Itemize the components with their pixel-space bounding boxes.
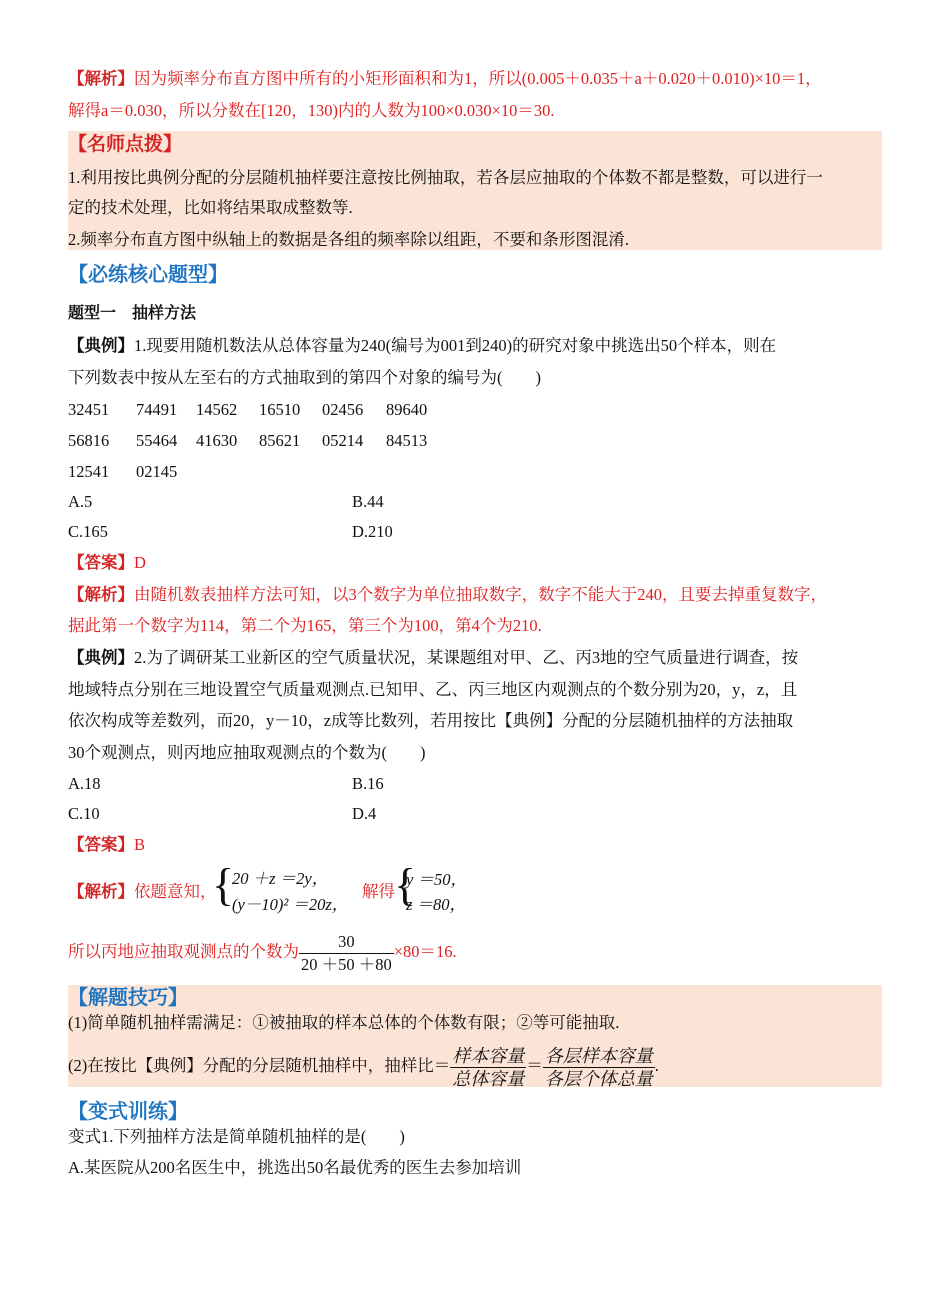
equation-2: (y－10)² ＝20z， (232, 895, 349, 914)
option-b: B.44 (352, 492, 384, 511)
example2-conclusion (68, 929, 457, 976)
example2-text: 2.为了调研某工业新区的空气质量状况，某课题组对甲、乙、丙3地的空气质量进行调查，按 (134, 648, 799, 667)
variant-option-a: A.某医院从200名医生中，挑选出50名最优秀的医生去参加培训 (68, 1158, 522, 1177)
example2-answer (68, 833, 145, 857)
example2-line2: 地域特点分别在三地设置空气质量观测点.已知甲、乙、丙三地区内观测点的个数分别为20，y，z，且 (68, 680, 798, 699)
answer-value: B (134, 835, 146, 854)
equals-sign: ＝ (526, 1056, 543, 1075)
analysis-label: 【解析】 (68, 882, 134, 901)
section-title: 【必练核心题型】 (68, 264, 228, 286)
example-tag: 【典例】 (68, 648, 134, 667)
option-d: D.210 (352, 522, 393, 541)
solve-text: 解得 (362, 882, 395, 901)
table-cell: 74491 (136, 400, 178, 419)
table-cell: 56816 (68, 431, 110, 450)
option-c: C.10 (68, 804, 100, 823)
table-cell: 85621 (259, 431, 301, 450)
analysis-text: 因为频率分布直方图中所有的小矩形面积和为1，所以(0.005＋0.035＋a＋0.020＋0.010)×10＝1， (134, 69, 822, 88)
left-brace-icon: { (394, 859, 417, 910)
fraction-numerator: 30 (299, 931, 394, 954)
prev-analysis-line-2: 解得a＝0.030，所以分数在[120，130)内的人数为100×0.030×10＝30. (68, 101, 555, 120)
teacher-tip-p1-line1: 1.利用按比典例分配的分层随机抽样要注意按比例抽取，若各层应抽取的个体数不都是整数，可以进行一 (68, 168, 823, 187)
analysis-label: 【解析】 (68, 585, 134, 604)
example2-line1 (68, 646, 798, 670)
option-a: A.5 (68, 492, 93, 511)
table-cell: 16510 (259, 400, 301, 419)
option-b: B.16 (352, 774, 384, 793)
table-cell: 14562 (196, 400, 238, 419)
example1-line1 (68, 334, 776, 358)
fraction-numerator: 各层样本容量 (544, 1045, 653, 1066)
fraction-denominator: 总体容量 (452, 1068, 525, 1089)
tips-text: (2)在按比【典例】分配的分层随机抽样中，抽样比＝ (68, 1056, 451, 1075)
example-tag: 【典例】 (68, 336, 134, 355)
analysis-text: 依题意知， (134, 882, 217, 901)
fraction (450, 1045, 526, 1090)
example2-line4: 30个观测点，则丙地应抽取观测点的个数为( ) (68, 743, 426, 762)
table-cell: 32451 (68, 400, 110, 419)
type-title: 题型一 抽样方法 (68, 303, 197, 322)
solution-1: y ＝50， (406, 870, 467, 889)
conclusion-text: 所以丙地应抽取观测点的个数为 (68, 942, 299, 961)
teacher-tip-p1-line2: 定的技术处理，比如将结果取成整数等. (68, 198, 353, 217)
answer-value: D (134, 553, 146, 572)
analysis-label: 【解析】 (68, 69, 134, 88)
left-brace-icon: { (212, 859, 235, 910)
fraction (543, 1045, 655, 1090)
tips-line1: (1)简单随机抽样需满足：①被抽取的样本总体的个体数有限；②等可能抽取. (68, 1013, 620, 1032)
example1-analysis-line2: 据此第一个数字为114，第二个为165，第三个为100，第4个为210. (68, 616, 542, 635)
answer-label: 【答案】 (68, 553, 134, 572)
solution-2: z ＝80， (406, 895, 467, 914)
table-cell: 12541 (68, 462, 110, 481)
analysis-text: 由随机数表抽样方法可知，以3个数字为单位抽取数字，数字不能大于240，且要去掉重复数字， (134, 585, 827, 604)
equation-1: 20 ＋z ＝2y， (232, 869, 329, 888)
tips-title: 【解题技巧】 (68, 987, 188, 1009)
example1-line2: 下列数表中按从左至右的方式抽取到的第四个对象的编号为( ) (68, 368, 541, 387)
variant-title: 【变式训练】 (68, 1101, 188, 1123)
example2-line3: 依次构成等差数列，而20，y－10，z成等比数列，若用按比【典例】分配的分层随机抽样的方法抽取 (68, 711, 794, 730)
teacher-tip-title: 【名师点拨】 (68, 134, 183, 155)
table-cell: 84513 (386, 431, 428, 450)
table-cell: 41630 (196, 431, 238, 450)
answer-label: 【答案】 (68, 835, 134, 854)
conclusion-result: ×80＝16. (393, 942, 457, 961)
period: . (654, 1056, 659, 1075)
prev-analysis-line-1 (68, 67, 822, 91)
example1-analysis-line1 (68, 583, 827, 607)
teacher-tip-p2: 2.频率分布直方图中纵轴上的数据是各组的频率除以组距，不要和条形图混淆. (68, 230, 629, 249)
fraction-numerator: 样本容量 (452, 1045, 525, 1066)
table-cell: 05214 (322, 431, 364, 450)
example2-analysis-intro (68, 880, 217, 904)
table-cell: 89640 (386, 400, 428, 419)
fraction-denominator: 20 ＋50 ＋80 (301, 954, 392, 974)
fraction (299, 931, 394, 976)
option-c: C.165 (68, 522, 108, 541)
option-d: D.4 (352, 804, 377, 823)
table-cell: 02145 (136, 462, 178, 481)
table-cell: 55464 (136, 431, 178, 450)
table-cell: 02456 (322, 400, 364, 419)
tips-line2 (68, 1044, 659, 1090)
fraction-denominator: 各层个体总量 (544, 1068, 653, 1089)
example1-text: 1.现要用随机数法从总体容量为240(编号为001到240)的研究对象中挑选出50个样本，则在 (134, 336, 777, 355)
example1-answer (68, 551, 146, 575)
option-a: A.18 (68, 774, 101, 793)
variant-q1: 变式1.下列抽样方法是简单随机抽样的是( ) (68, 1127, 405, 1146)
